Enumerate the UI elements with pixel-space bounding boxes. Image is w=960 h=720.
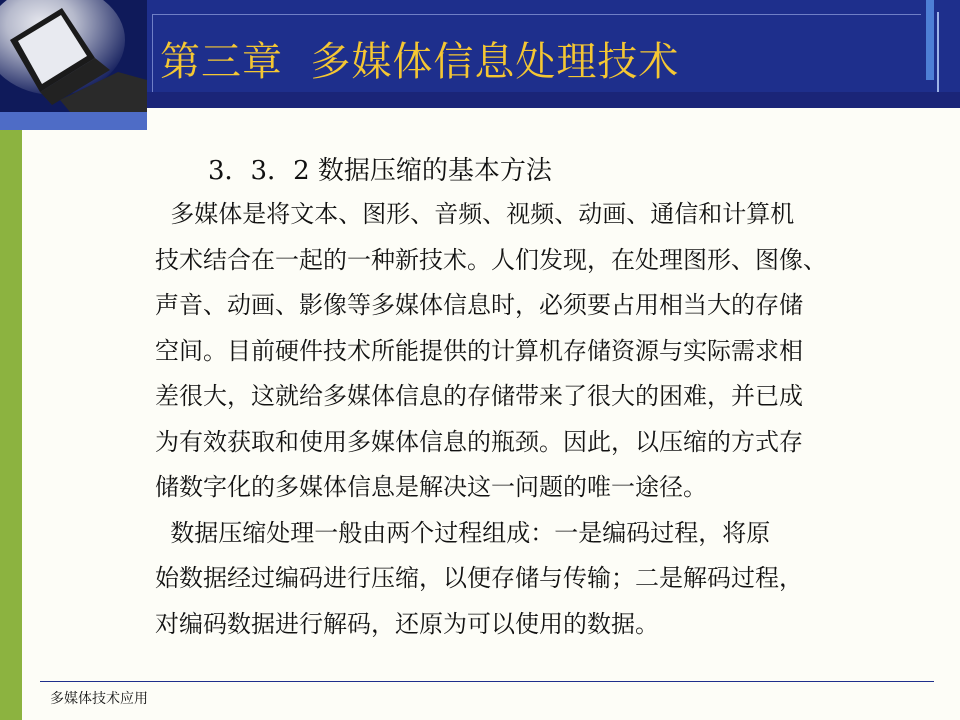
section-heading: 3．3．2 数据压缩的基本方法	[208, 156, 552, 186]
body-line: 储数字化的多媒体信息是解决这一问题的唯一途径。	[155, 473, 707, 501]
footer-divider	[40, 681, 934, 682]
body-line: 对编码数据进行解码，还原为可以使用的数据。	[155, 609, 659, 638]
header-accent-line	[937, 12, 939, 102]
body-line: 差很大，这就给多媒体信息的存储带来了很大的困难，并已成	[155, 382, 803, 410]
body-line: 为有效获取和使用多媒体信息的瓶颈。因此，以压缩的方式存	[155, 427, 803, 456]
body-line: 始数据经过编码进行压缩，以便存储与传输；二是解码过程，	[155, 564, 803, 592]
header-underbar	[147, 92, 960, 108]
body-line: 声音、动画、影像等多媒体信息时，必须要占用相当大的存储	[155, 291, 803, 319]
body-paragraphs	[155, 192, 915, 647]
page-title: 第三章 多媒体信息处理技术	[160, 39, 680, 85]
left-accent-strip	[0, 112, 147, 130]
header-accent-stripe	[926, 0, 934, 80]
body-line: 空间。目前硬件技术所能提供的计算机存储资源与实际需求相	[155, 336, 803, 365]
footer-label: 多媒体技术应用	[50, 691, 148, 707]
body-line: 多媒体是将文本、图形、音频、视频、动画、通信和计算机	[155, 200, 795, 228]
body-line: 数据压缩处理一般由两个过程组成：一是编码过程，将原	[155, 518, 771, 547]
computer-monitor-icon	[0, 0, 147, 112]
body-line: 技术结合在一起的一种新技术。人们发现，在处理图形、图像、	[155, 245, 827, 274]
left-green-bar	[0, 130, 22, 720]
